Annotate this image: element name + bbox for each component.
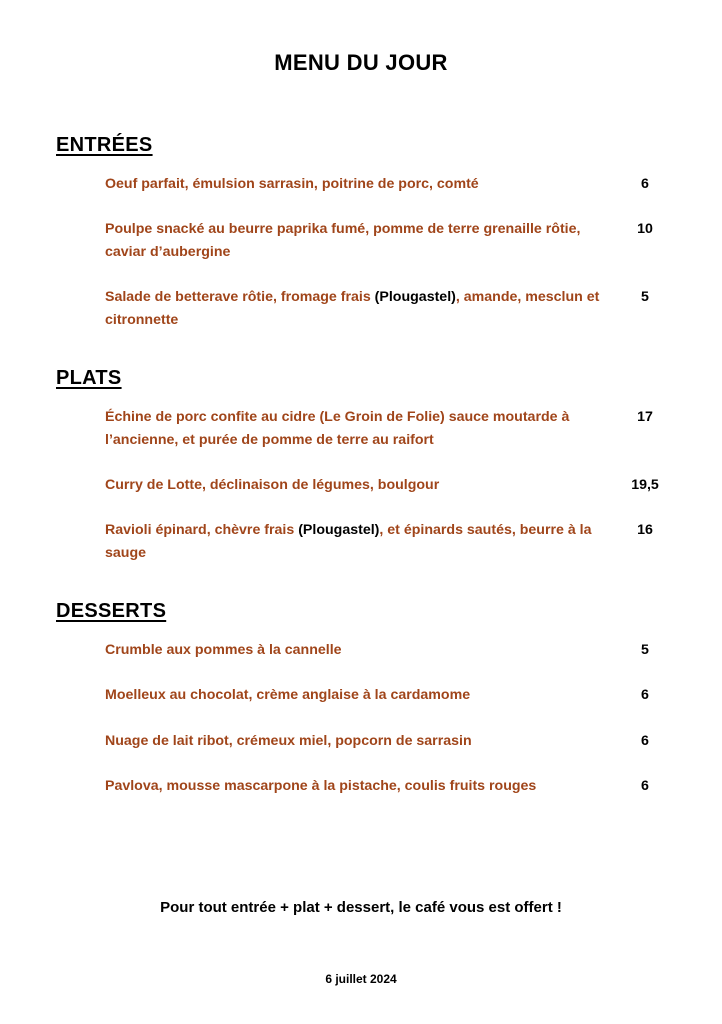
dish-price: 6 bbox=[641, 687, 649, 703]
dish-price: 16 bbox=[637, 522, 653, 538]
dish-price: 6 bbox=[641, 778, 649, 794]
dish-name: Curry de Lotte, déclinaison de légumes, boulgour bbox=[105, 477, 440, 493]
dish-price: 17 bbox=[637, 409, 653, 425]
dish-name-part: Ravioli épinard, chèvre frais bbox=[105, 522, 299, 538]
page-title: MENU DU JOUR bbox=[274, 50, 448, 75]
dish-origin: (Plougastel) bbox=[298, 522, 380, 538]
dish-price: 5 bbox=[641, 289, 649, 305]
footer-note: Pour tout entrée + plat + dessert, le café vous est offert ! bbox=[160, 899, 562, 916]
dish-name: Pavlova, mousse mascarpone à la pistache, coulis fruits rouges bbox=[105, 778, 537, 794]
dish-name-part: , amande, mesclun et citronnette bbox=[105, 289, 600, 328]
dish-price: 6 bbox=[641, 176, 649, 192]
dish-origin: (Plougastel) bbox=[374, 289, 456, 305]
section-heading-entrees: ENTRÉES bbox=[56, 134, 153, 156]
dish-price: 10 bbox=[637, 221, 653, 237]
dish-name: Nuage de lait ribot, crémeux miel, popcorn de sarrasin bbox=[105, 733, 472, 749]
section-heading-desserts: DESSERTS bbox=[56, 600, 167, 622]
dish-name bbox=[105, 519, 605, 565]
dish-name: Échine de porc confite au cidre (Le Groin de Folie) sauce moutarde à l’ancienne, et purée de pomme de terre au raifort bbox=[105, 409, 570, 448]
dish-name: Crumble aux pommes à la cannelle bbox=[105, 642, 342, 658]
dish-name-part: Salade de betterave rôtie, fromage frais bbox=[105, 289, 375, 305]
dish-price: 5 bbox=[641, 642, 649, 658]
dish-name bbox=[105, 286, 605, 332]
section-heading-plats: PLATS bbox=[56, 367, 122, 389]
menu-date: 6 juillet 2024 bbox=[325, 972, 397, 986]
dish-name-part: , et épinards sautés, beurre à la sauge bbox=[105, 522, 592, 561]
dish-name: Poulpe snacké au beurre paprika fumé, pomme de terre grenaille rôtie, caviar d’aubergine bbox=[105, 221, 581, 260]
dish-price: 19,5 bbox=[631, 477, 659, 493]
dish-price: 6 bbox=[641, 733, 649, 749]
dish-name: Moelleux au chocolat, crème anglaise à la cardamome bbox=[105, 687, 471, 703]
dish-name: Oeuf parfait, émulsion sarrasin, poitrine de porc, comté bbox=[105, 176, 479, 192]
